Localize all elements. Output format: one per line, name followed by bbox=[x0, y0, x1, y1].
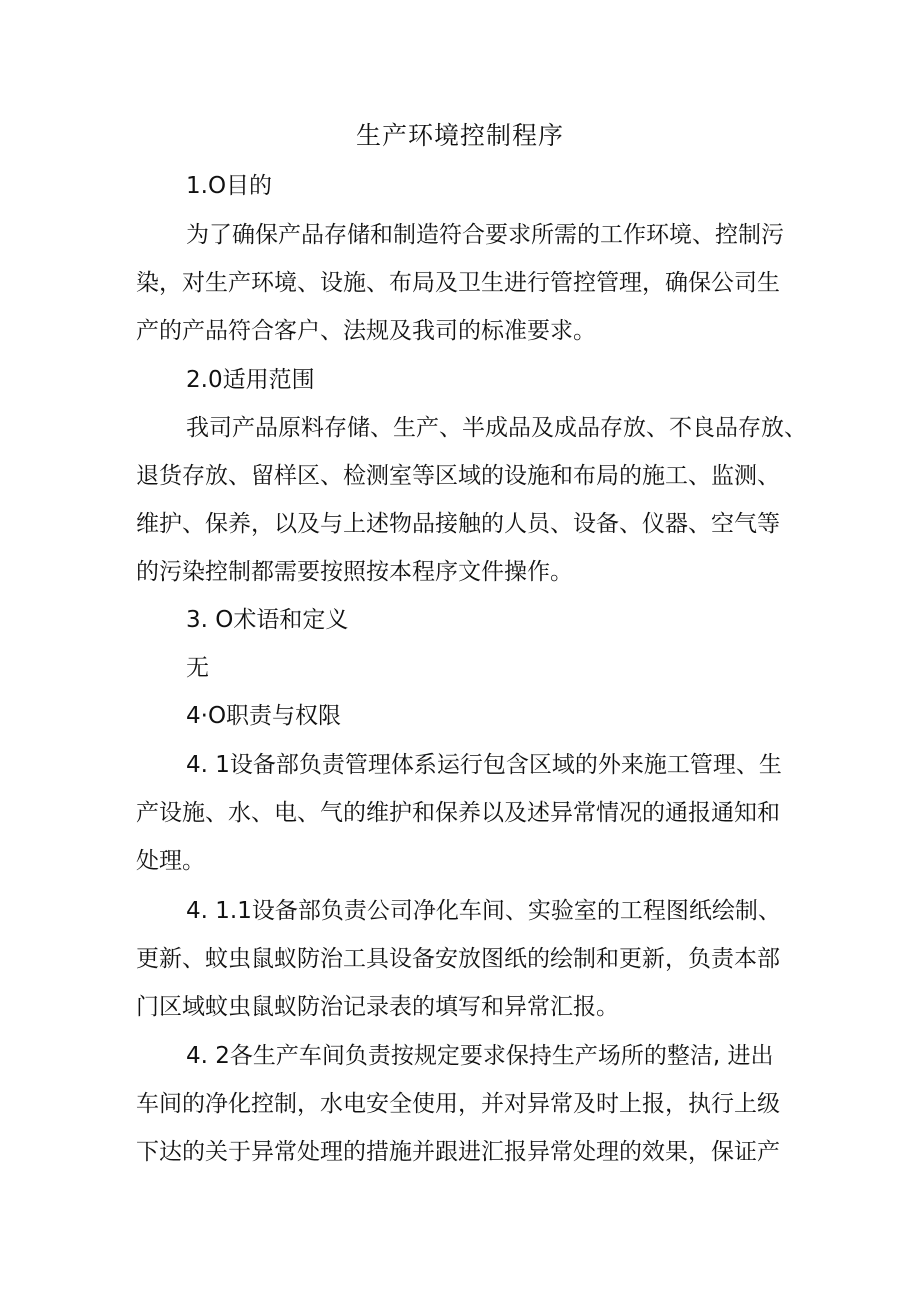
paragraph-line: 为了确保产品存储和制造符合要求所需的工作环境、控制污 bbox=[186, 222, 784, 248]
paragraph-line: 处理。 bbox=[136, 848, 205, 874]
section-heading-terms: 3. O术语和定义 bbox=[186, 607, 349, 633]
paragraph-line: 门区域蚊虫鼠蚁防治记录表的填写和异常汇报。 bbox=[136, 994, 619, 1020]
section-heading-scope: 2.0适用范围 bbox=[186, 367, 315, 393]
section-heading-responsibilities: 4·O职责与权限 bbox=[186, 703, 342, 729]
paragraph-line: 4. 1.1设备部负责公司净化车间、实验室的工程图纸绘制、 bbox=[186, 898, 781, 924]
paragraph-line: 无 bbox=[186, 655, 209, 681]
paragraph-line: 的污染控制都需要按照按本程序文件操作。 bbox=[136, 559, 573, 585]
paragraph-line: 染，对生产环境、设施、布局及卫生进行管控管理，确保公司生 bbox=[136, 270, 780, 296]
paragraph-line: 维护、保养，以及与上述物品接触的人员、设备、仪器、空气等 bbox=[136, 511, 780, 537]
paragraph-line: 产的产品符合客户、法规及我司的标准要求。 bbox=[136, 318, 596, 344]
paragraph-line: 4. 1设备部负责管理体系运行包含区域的外来施工管理、生 bbox=[186, 752, 782, 778]
document-title: 生产环境控制程序 bbox=[355, 121, 564, 150]
paragraph-line: 退货存放、留样区、检测室等区域的设施和布局的施工、监测、 bbox=[136, 463, 780, 489]
paragraph-line: 更新、蚊虫鼠蚁防治工具设备安放图纸的绘制和更新，负责本部 bbox=[136, 946, 780, 972]
paragraph-line: 产设施、水、电、气的维护和保养以及述异常情况的通报通知和 bbox=[136, 800, 780, 826]
paragraph-line: 下达的关于异常处理的措施并跟进汇报异常处理的效果，保证产 bbox=[136, 1139, 780, 1165]
paragraph-line: 我司产品原料存储、生产、半成品及成品存放、不良品存放、 bbox=[186, 415, 807, 441]
paragraph-line: 4. 2各生产车间负责按规定要求保持生产场所的整洁, 进出 bbox=[186, 1043, 774, 1069]
section-heading-purpose: 1.O目的 bbox=[186, 173, 273, 199]
paragraph-line: 车间的净化控制，水电安全使用，并对异常及时上报，执行上级 bbox=[136, 1091, 780, 1117]
